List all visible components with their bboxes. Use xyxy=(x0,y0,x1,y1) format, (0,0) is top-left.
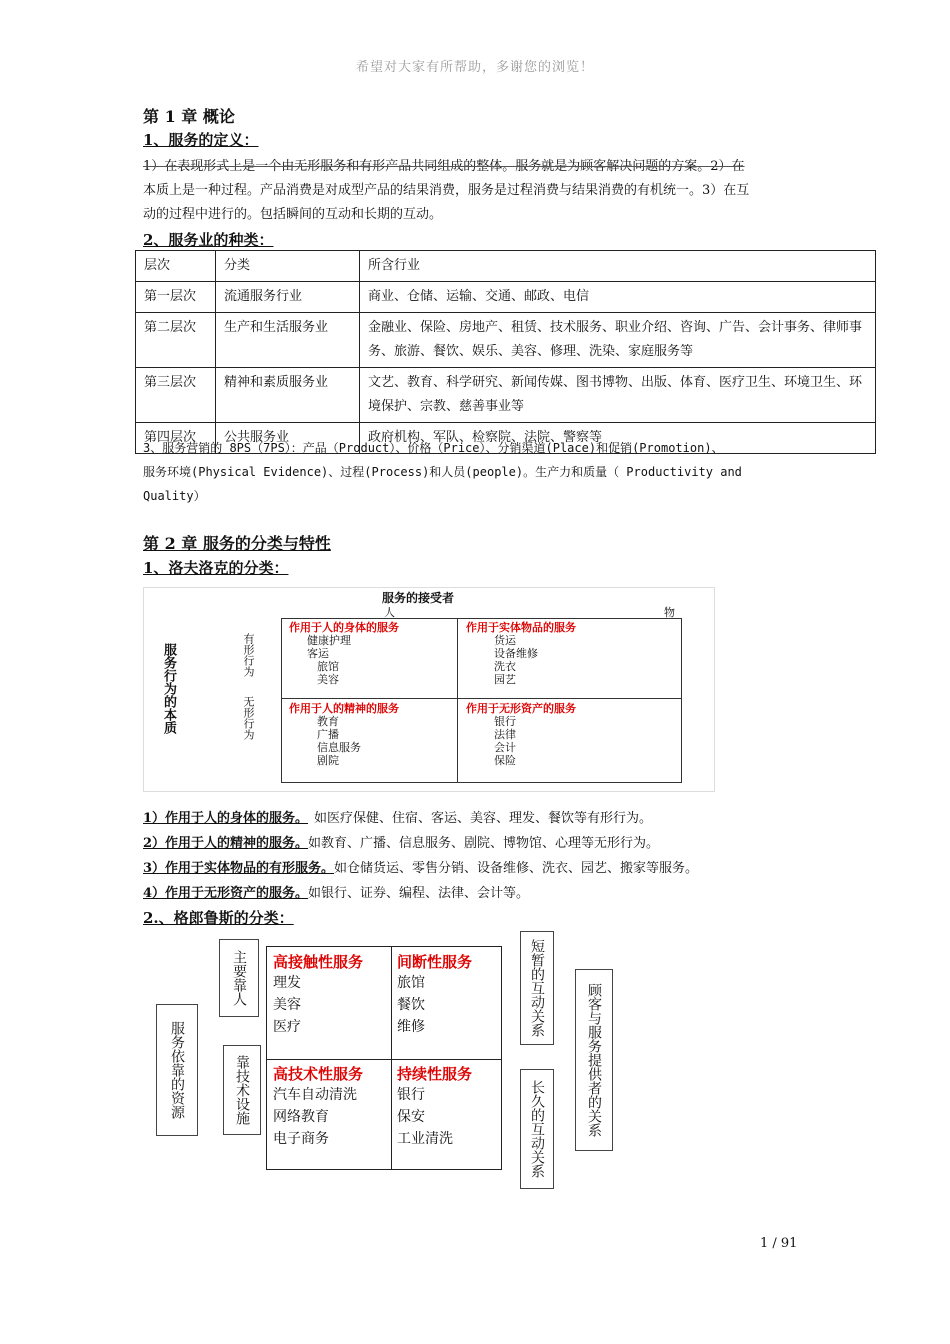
table-cell: 公共服务业 xyxy=(216,423,360,454)
table-header: 分类 xyxy=(216,251,360,282)
table-row xyxy=(136,368,876,423)
list-item: 3）作用于实体物品的有形服务。如仓储货运、零售分销、设备维修、洗衣、园艺、搬家等服务。 xyxy=(143,861,699,876)
resource-box: 服务依靠的资源 xyxy=(156,1004,198,1136)
thing-label: 物 xyxy=(664,606,675,619)
list-item: 4）作用于无形资产的服务。如银行、证券、编程、法律、会计等。 xyxy=(143,886,530,901)
quadrant-intangible-assets: 作用于无形资产的服务 银行 法律 会计 保险 xyxy=(466,702,576,767)
person-label: 人 xyxy=(384,606,395,619)
definition-paragraph: 1）在表现形式上是一个由无形服务和有形产品共同组成的整体。服务就是为顾客解决问题的方案。2）在 本质上是一种过程。产品消费是对成型产品的结果消费，服务是过程消费与结果消费的有机统一。3）在互 动的过程中进行的。包括瞬间的互动和长期的互动。 xyxy=(143,159,750,222)
table-cell: 政府机构、军队、检察院、法院、警察等 xyxy=(360,423,876,454)
marketing-8ps-paragraph: 3、服务营销的 8PS（7PS）：产品（Product）、价格（Price）、分销渠道(Place)和促销(Promotion)、 服务环境(Physical Evidence)、过程(Process)和人员(people)。生产力和质量（ Productivity and Quality） xyxy=(143,441,742,503)
list-item: 1）作用于人的身体的服务。 如医疗保健、住宿、客运、美容、理发、餐饮等有形行为。 xyxy=(143,811,653,826)
table-cell: 第二层次 xyxy=(136,313,216,368)
list-item: 2）作用于人的精神的服务。如教育、广播、信息服务、剧院、博物馆、心理等无形行为。 xyxy=(143,836,660,851)
table-header-row xyxy=(136,251,876,282)
table-cell: 金融业、保险、房地产、租赁、技术服务、职业介绍、咨询、广告、会计事务、律师事务、旅游、餐饮、娱乐、美容、修理、洗染、家庭服务等 xyxy=(360,313,876,368)
customer-relation-box: 顾客与服务提供者的关系 xyxy=(575,969,613,1151)
table-cell: 精神和素质服务业 xyxy=(216,368,360,423)
table-cell: 第四层次 xyxy=(136,423,216,454)
service-industry-table xyxy=(135,250,876,454)
table-header: 层次 xyxy=(136,251,216,282)
section-lovelock: 1、洛夫洛克的分类： xyxy=(143,559,289,577)
chapter-1-title: 第 1 章 概论 xyxy=(143,107,235,126)
nature-label: 服务行为的本质 xyxy=(161,643,176,734)
section-service-types: 2、服务业的种类： xyxy=(143,231,274,249)
section-service-definition: 1、服务的定义： xyxy=(143,131,259,149)
quadrant-object: 作用于实体物品的服务 货运 设备维修 洗衣 园艺 xyxy=(466,621,576,686)
tangible-label: 有形行为 xyxy=(242,633,255,677)
table-cell: 第一层次 xyxy=(136,282,216,313)
quadrant-body: 作用于人的身体的服务 健康护理 客运 旅馆 美容 xyxy=(289,621,399,686)
quadrant-high-contact: 高接触性服务 理发 美容 医疗 xyxy=(273,953,364,1035)
long-relation-box: 长久的互动关系 xyxy=(520,1069,554,1189)
quadrant-high-tech: 高技术性服务 汽车自动清洗 网络教育 电子商务 xyxy=(273,1065,364,1147)
quadrant-intermittent: 间断性服务 旅馆 餐饮 维修 xyxy=(397,953,473,1035)
page-number: 1 / 91 xyxy=(760,1236,798,1251)
table-cell: 文艺、教育、科学研究、新闻传媒、图书博物、出版、体育、医疗卫生、环境卫生、环境保护、宗教、慈善事业等 xyxy=(360,368,876,423)
lovelock-list xyxy=(143,806,823,906)
section-gronroos: 2.、格郎鲁斯的分类： xyxy=(143,909,294,927)
page-header: 希望对大家有所帮助，多谢您的浏览！ xyxy=(355,60,594,75)
short-relation-box: 短暂的互动关系 xyxy=(520,931,554,1045)
table-cell: 生产和生活服务业 xyxy=(216,313,360,368)
tech-box: 靠技术设施 xyxy=(223,1045,261,1135)
table-cell: 商业、仓储、运输、交通、邮政、电信 xyxy=(360,282,876,313)
table-header: 所含行业 xyxy=(360,251,876,282)
quadrant-mind: 作用于人的精神的服务 教育 广播 信息服务 剧院 xyxy=(289,702,399,767)
intangible-label: 无形行为 xyxy=(242,696,255,740)
table-cell: 流通服务行业 xyxy=(216,282,360,313)
quadrant-continuous: 持续性服务 银行 保安 工业清洗 xyxy=(397,1065,473,1147)
chapter-2-title: 第 2 章 服务的分类与特性 xyxy=(143,534,331,553)
gronroos-classification-figure xyxy=(143,931,623,1197)
table-row xyxy=(136,282,876,313)
table-row xyxy=(136,313,876,368)
people-box: 主要靠人 xyxy=(219,939,259,1017)
lovelock-classification-figure xyxy=(143,587,715,792)
receiver-label: 服务的接受者 xyxy=(382,591,455,605)
table-cell: 第三层次 xyxy=(136,368,216,423)
